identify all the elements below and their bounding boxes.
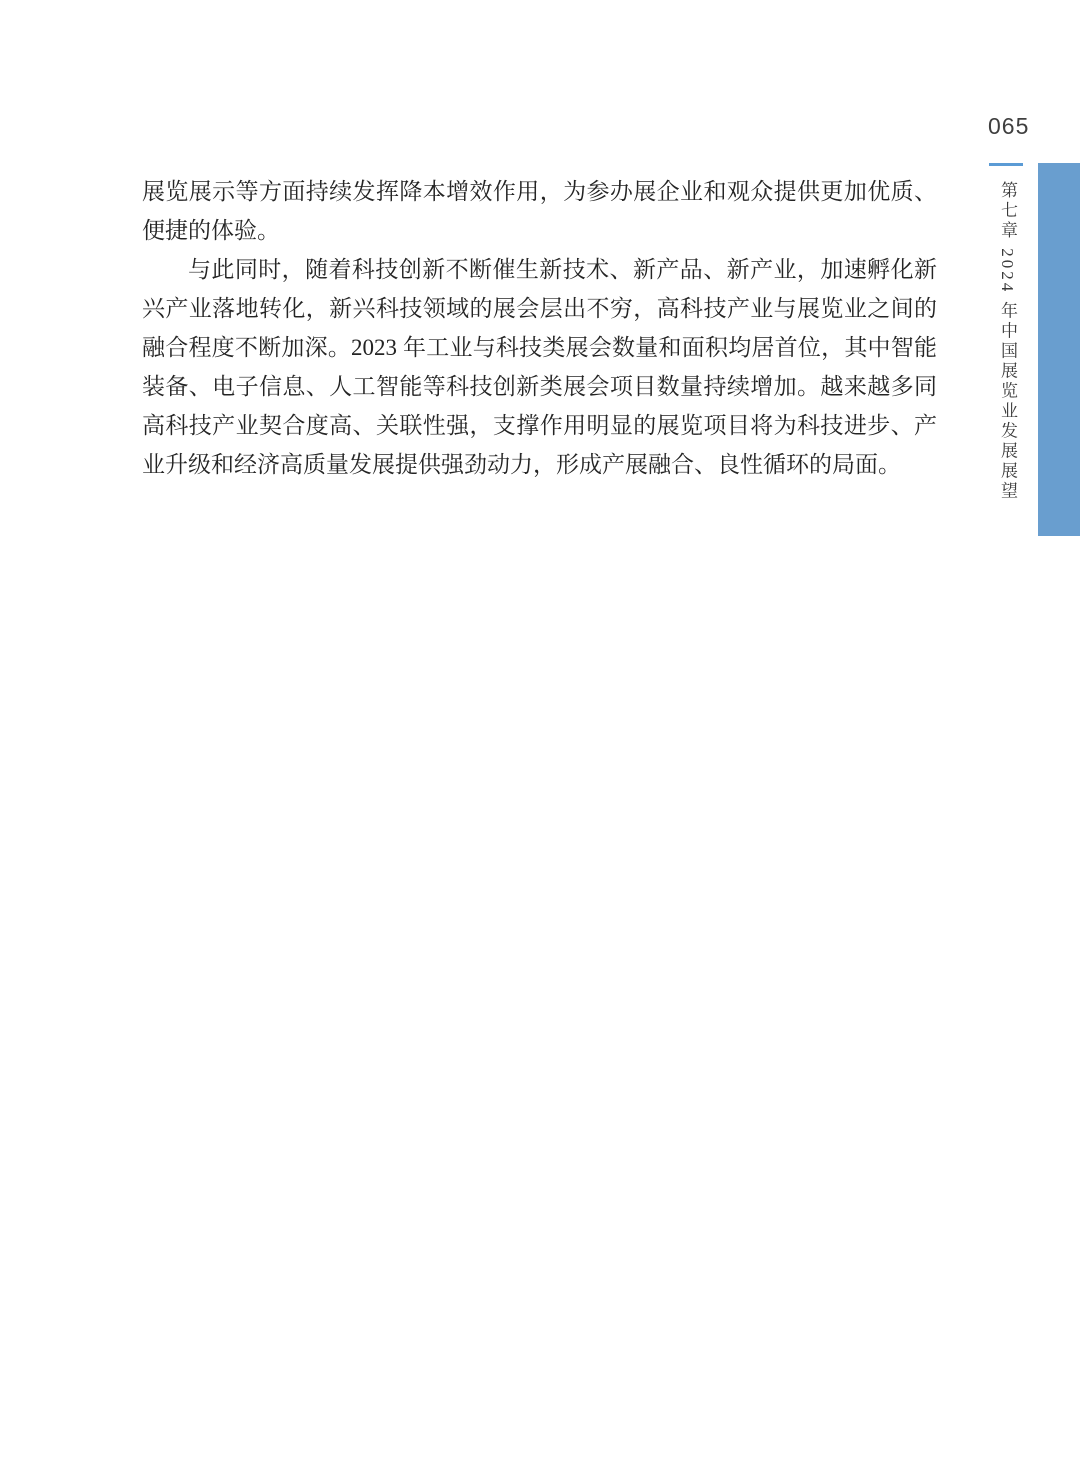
chapter-sidebar-label: 第七章 2024 年中国展览业发展展望	[998, 181, 1017, 502]
page-number: 065	[988, 113, 1030, 139]
paragraph-continuation: 展览展示等方面持续发挥降本增效作用，为参办展企业和观众提供更加优质、便捷的体验。	[142, 179, 937, 243]
chapter-accent-bar	[1038, 163, 1080, 536]
body-text-block	[142, 172, 937, 484]
chapter-rule-divider	[989, 163, 1023, 166]
paragraph-tech-innovation: 与此同时，随着科技创新不断催生新技术、新产品、新产业，加速孵化新兴产业落地转化，新兴科技领域的展会层出不穷，高科技产业与展览业之间的融合程度不断加深。2023 年工业与科技类展会数量和面积均居首位，其中智能装备、电子信息、人工智能等科技创新类展会项目数量持续增加。越来越多同高科技产业契合度高、关联性强，支撑作用明显的展览项目将为科技进步、产业升级和经济高质量发展提供强劲动力，形成产展融合、良性循环的局面。	[142, 257, 937, 477]
